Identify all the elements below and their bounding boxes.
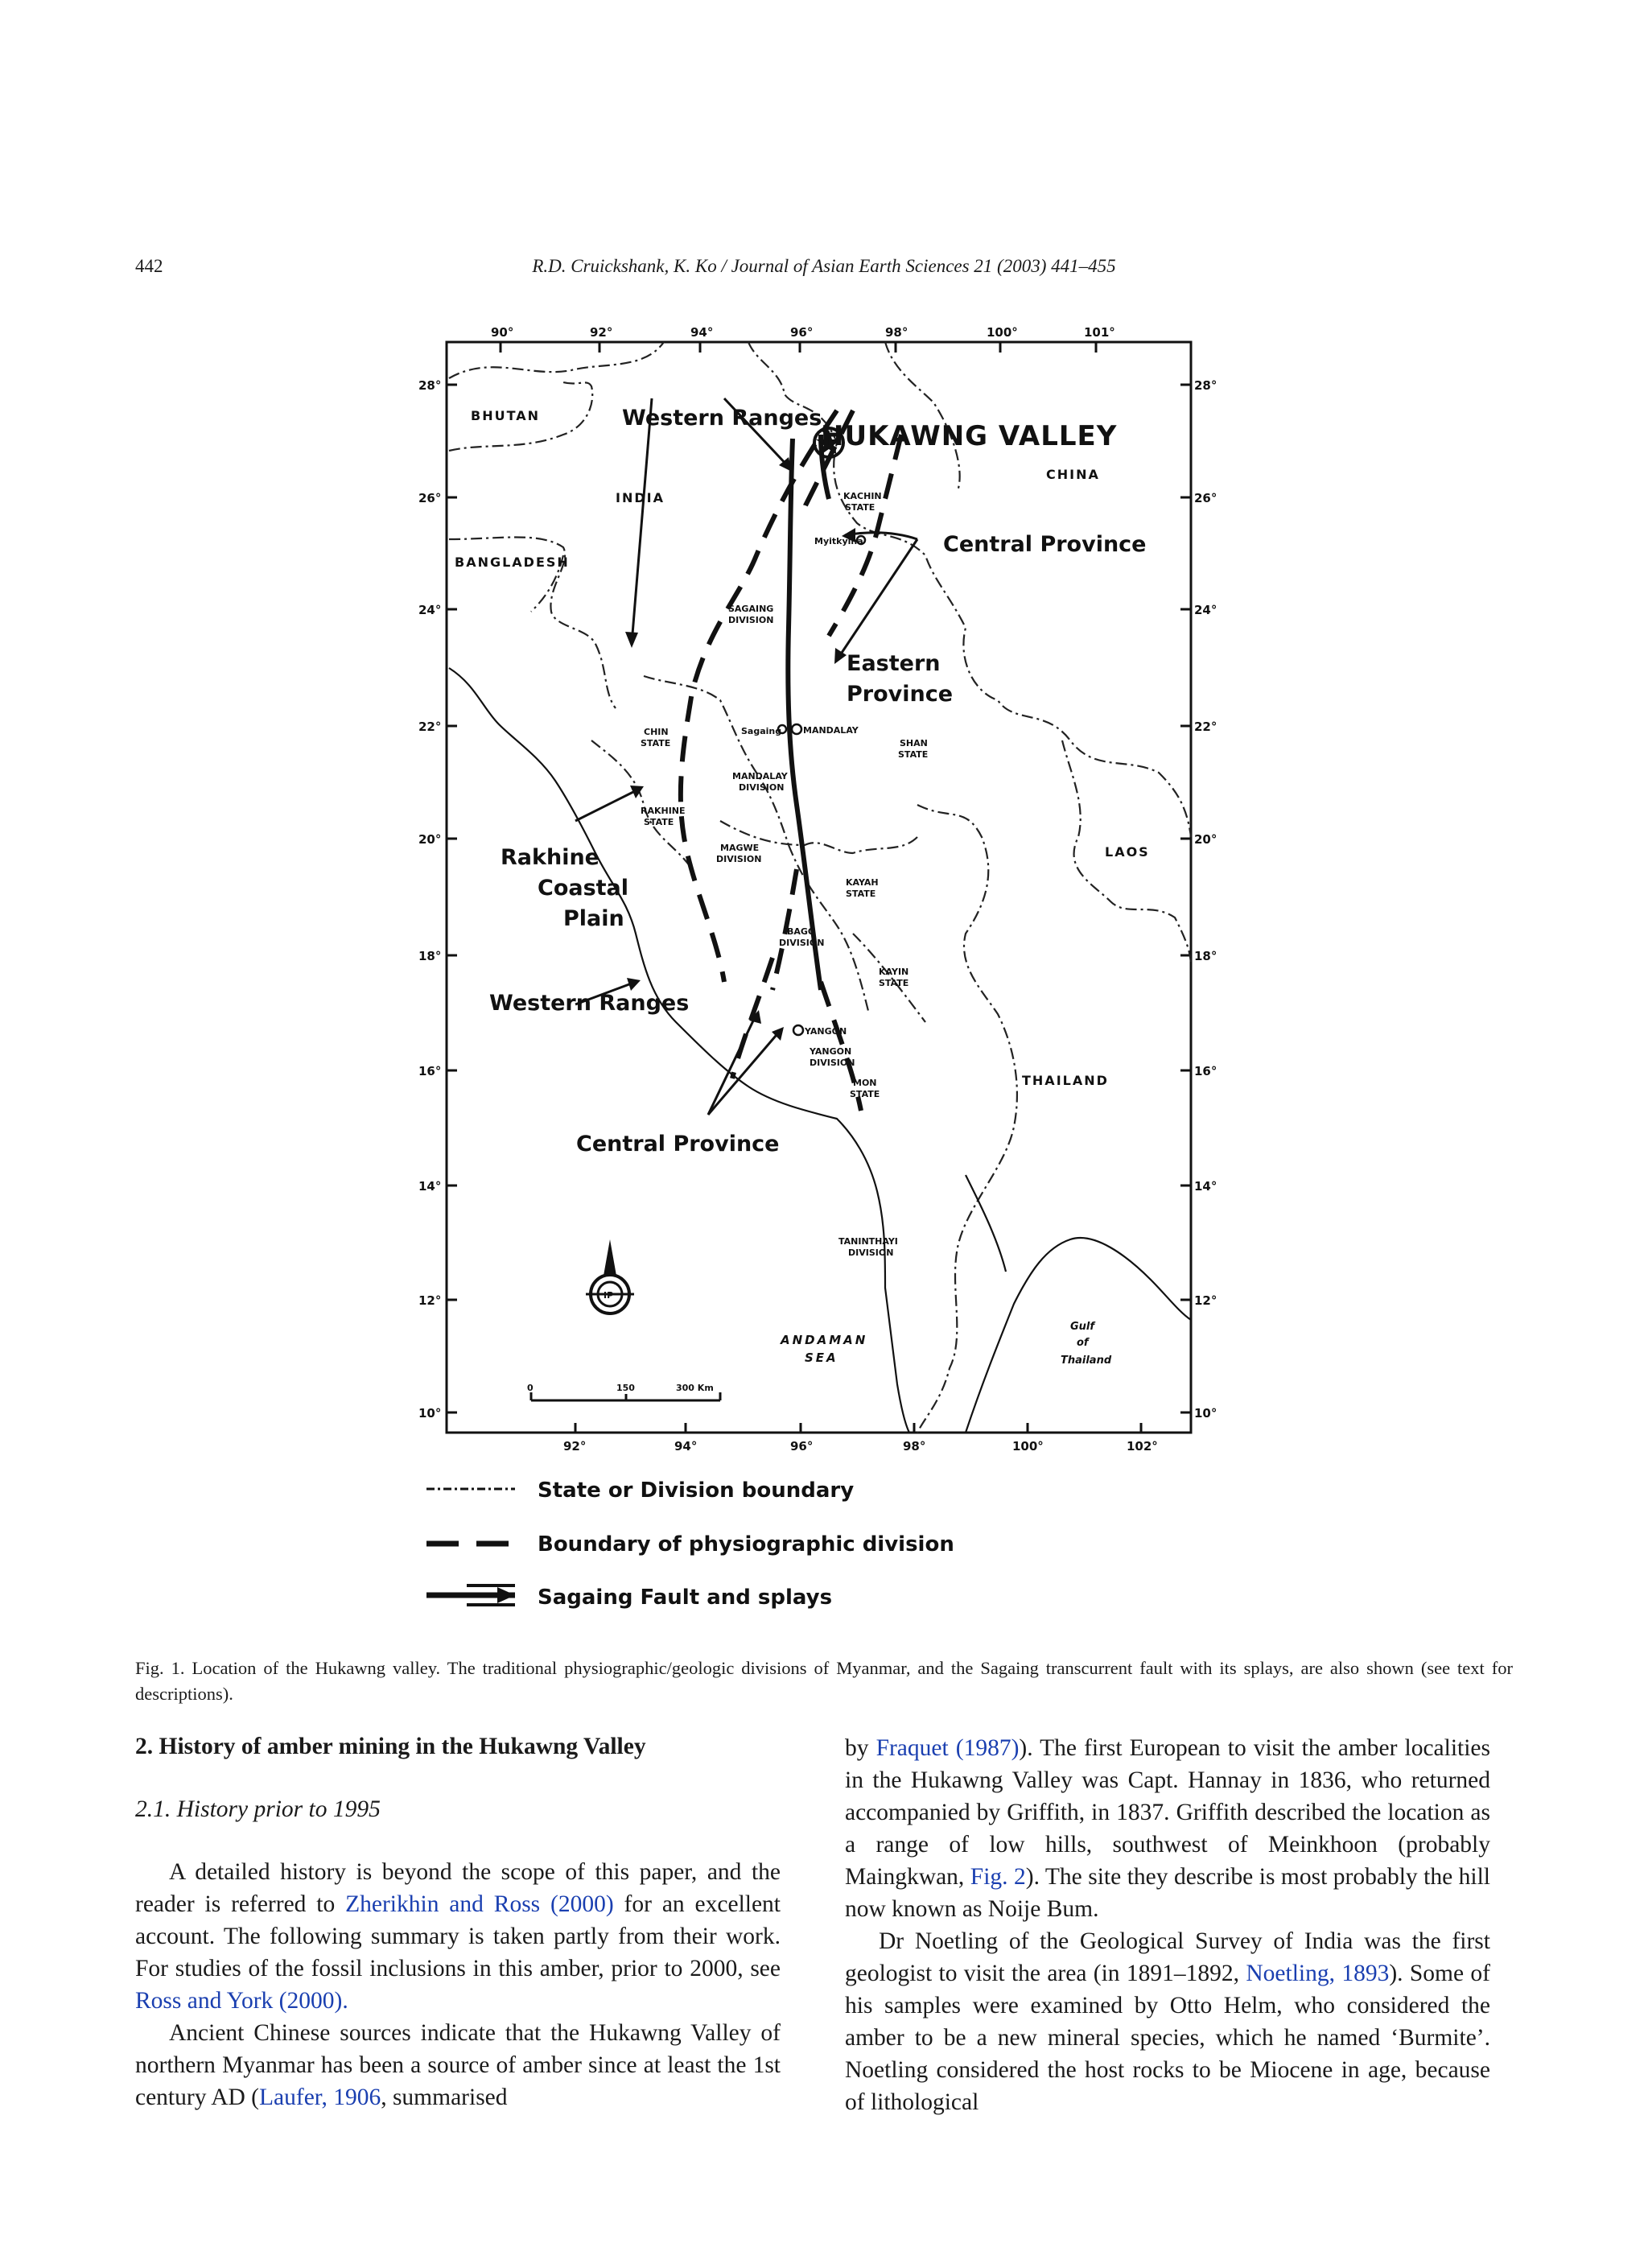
paragraph (845, 1732, 1490, 1925)
hukawng-valley-label: HUKAWNG VALLEY (821, 420, 1118, 452)
scale-bar (531, 1392, 720, 1400)
central-province-label: Central Province (943, 532, 1147, 557)
left-tick-label: 24° (418, 603, 442, 617)
bottom-tick-label: 92° (563, 1439, 587, 1454)
rakhine-coastal-plain-label: Rakhine (501, 845, 599, 870)
region-label: KAYAH (846, 877, 879, 888)
text-run: by (845, 1735, 876, 1761)
region-label: STATE (846, 889, 876, 899)
region-label: MANDALAY (732, 771, 788, 781)
top-tick-label: 92° (590, 325, 613, 340)
citation-link[interactable]: Zherikhin and Ross (2000) (345, 1891, 614, 1917)
top-tick-label: 101° (1084, 325, 1115, 340)
mandalay-marker (792, 724, 801, 734)
right-tick-label: 20° (1194, 832, 1217, 847)
region-label: KAYIN (879, 967, 909, 977)
eastern-province-label: Eastern (847, 651, 941, 676)
top-tick-label: 100° (987, 325, 1018, 340)
rakhine-coastal-plain-label: Coastal (538, 876, 629, 901)
andaman-sea-label: ANDAMAN (781, 1333, 868, 1347)
region-label: DIVISION (848, 1247, 894, 1258)
region-label: BAGO (787, 926, 816, 937)
text-run: ). The site they describe is most probably the hill now known as Noije Bum. (845, 1864, 1490, 1922)
bottom-tick-label: 100° (1012, 1439, 1044, 1454)
citation-link[interactable]: Laufer, 1906 (259, 2084, 381, 2110)
central-province-label: Central Province (576, 1132, 780, 1157)
north-arrow-icon (586, 1239, 634, 1313)
rakhine-coastal-plain-label: Plain (563, 906, 624, 931)
left-tick-label: 20° (418, 832, 442, 847)
scale-bar-label: 300 Km (676, 1383, 714, 1393)
region-label: DIVISION (728, 615, 774, 625)
region-label: STATE (641, 738, 671, 748)
town-label: Myitkyina (814, 536, 863, 546)
country-label: LAOS (1105, 844, 1150, 860)
western-ranges-label: Western Ranges (622, 406, 822, 431)
country-label: INDIA (616, 490, 665, 505)
running-head (135, 256, 1513, 283)
bottom-tick-label: 98° (903, 1439, 926, 1454)
text-run: for an excellent account. The following summary is taken partly from their work. For studies of the fossil inclusions in this amber, prior to 2000, see (135, 1891, 781, 1981)
region-label: STATE (898, 749, 929, 760)
top-tick-label: 96° (790, 325, 814, 340)
region-label: SHAN (900, 738, 928, 748)
region-label: YANGON (810, 1046, 852, 1057)
country-label: THAILAND (1022, 1073, 1109, 1088)
bottom-tick-label: 94° (674, 1439, 698, 1454)
right-tick-label: 10° (1194, 1406, 1217, 1421)
region-label: SAGAING (728, 604, 774, 614)
right-tick-label: 16° (1194, 1064, 1217, 1078)
legend-entry: Sagaing Fault and splays (538, 1586, 833, 1610)
region-label: DIVISION (810, 1058, 855, 1068)
region-label: STATE (879, 978, 909, 988)
subsection-heading-text: 2.1. History prior to 1995 (135, 1796, 381, 1822)
top-tick-label: 98° (885, 325, 908, 340)
left-tick-label: 14° (418, 1179, 442, 1194)
country-label: CHINA (1046, 467, 1100, 482)
town-label: MANDALAY (803, 725, 859, 736)
region-label: MAGWE (720, 843, 760, 853)
right-tick-label: 18° (1194, 949, 1217, 963)
bottom-tick-label: 96° (790, 1439, 814, 1454)
left-tick-label: 26° (418, 491, 442, 505)
right-tick-label: 24° (1194, 603, 1217, 617)
eastern-province-label: Province (847, 682, 954, 707)
page-number: 442 (135, 256, 163, 276)
scale-bar-label: 150 (616, 1383, 635, 1393)
legend-fault-swatch (426, 1586, 515, 1605)
left-tick-label: 18° (418, 949, 442, 963)
legend (426, 1478, 954, 1610)
journal-reference: R.D. Cruickshank, K. Ko / Journal of Asian Earth Sciences 21 (2003) 441–455 (532, 256, 1116, 276)
left-tick-label: 28° (418, 378, 442, 393)
right-tick-label: 28° (1194, 378, 1217, 393)
top-tick-label: 90° (491, 325, 514, 340)
region-label: TANINTHAYI (838, 1236, 898, 1247)
bottom-tick-label: 102° (1127, 1439, 1158, 1454)
figure-1 (402, 322, 1255, 1642)
region-label: CHIN (644, 727, 669, 737)
region-label: STATE (845, 502, 876, 513)
right-tick-label: 26° (1194, 491, 1217, 505)
town-label: YANGON (805, 1026, 847, 1037)
text-run: , summarised (381, 2084, 508, 2110)
region-label: STATE (644, 817, 674, 827)
north-symbol-label: IP (604, 1290, 614, 1301)
citation-link[interactable]: Ross and York (2000). (135, 1988, 348, 2014)
town-label: Sagaing (741, 726, 782, 736)
gulf-of-thailand-label: of (1077, 1337, 1089, 1349)
left-column (135, 1730, 781, 2113)
figure-caption: Fig. 1. Location of the Hukawng valley. The traditional physiographic/geologic divisions of Myanmar, and the Sagaing transcurrent fault with its splays, are also shown (see text for descriptions). (135, 1657, 1513, 1704)
region-label: STATE (850, 1089, 880, 1099)
paragraph (845, 1925, 1490, 2118)
left-tick-label: 12° (418, 1293, 442, 1308)
legend-entry: Boundary of physiographic division (538, 1532, 954, 1557)
right-tick-label: 12° (1194, 1293, 1217, 1308)
legend-entry: State or Division boundary (538, 1478, 855, 1503)
text-run: Dr Noetling of the Geological Survey of India was the first geologist to visit the area (in 1891–1892, (845, 1928, 1490, 1986)
text-run: A detailed history is beyond the scope of this paper, and the reader is referred to (135, 1859, 781, 1917)
text-run: Ancient Chinese sources indicate that the Hukawng Valley of northern Myanmar has been a source of amber since at least the 1st century AD ( (135, 2020, 781, 2110)
top-tick-label: 94° (690, 325, 714, 340)
top-ticks (501, 342, 1096, 353)
paragraph (135, 1856, 781, 2017)
right-tick-label: 22° (1194, 720, 1217, 734)
subsection-heading (135, 1793, 781, 1825)
gulf-of-thailand-label: Thailand (1061, 1355, 1112, 1367)
region-label: RAKHINE (641, 806, 686, 816)
country-label: BHUTAN (471, 408, 541, 423)
region-label: MON (853, 1078, 877, 1088)
citation-link[interactable]: Noetling, 1893 (1246, 1961, 1390, 1986)
yangon-marker (793, 1025, 803, 1035)
country-label: BANGLADESH (455, 555, 570, 570)
western-ranges-label: Western Ranges (489, 991, 690, 1016)
region-label: DIVISION (779, 938, 825, 948)
region-label: DIVISION (739, 782, 785, 793)
text-run: ). Some of his samples were examined by Otto Helm, who considered the amber to be a new mineral species, which he named ‘Burmite’. Noetling considered the host rocks to be Miocene in age, because of lithological (845, 1961, 1490, 2115)
text-run: ). The first European to visit the amber localities in the Hukawng Valley was Capt. Hannay in 1836, who returned accompanied by Griffith, in 1837. Griffith described the location as a range of low hills, southwest of Meinkhoon (probably Maingkwan, (845, 1735, 1490, 1890)
left-tick-label: 22° (418, 720, 442, 734)
gulf-of-thailand-label: Gulf (1070, 1321, 1095, 1333)
right-column (845, 1732, 1490, 2118)
myanmar-map (402, 322, 1255, 1642)
paragraph (135, 2017, 781, 2113)
figure-link[interactable]: Fig. 2 (970, 1864, 1026, 1890)
region-label: KACHIN (843, 491, 882, 501)
left-tick-label: 16° (418, 1064, 442, 1078)
section-heading: 2. History of amber mining in the Hukawng Valley (135, 1734, 646, 1759)
left-tick-label: 10° (418, 1406, 442, 1421)
bottom-ticks (575, 1423, 1141, 1433)
region-label: DIVISION (716, 854, 762, 864)
scale-bar-label: 0 (527, 1383, 534, 1393)
citation-link[interactable]: Fraquet (1987) (876, 1735, 1020, 1761)
right-tick-label: 14° (1194, 1179, 1217, 1194)
andaman-sea-label: SEA (805, 1350, 838, 1365)
